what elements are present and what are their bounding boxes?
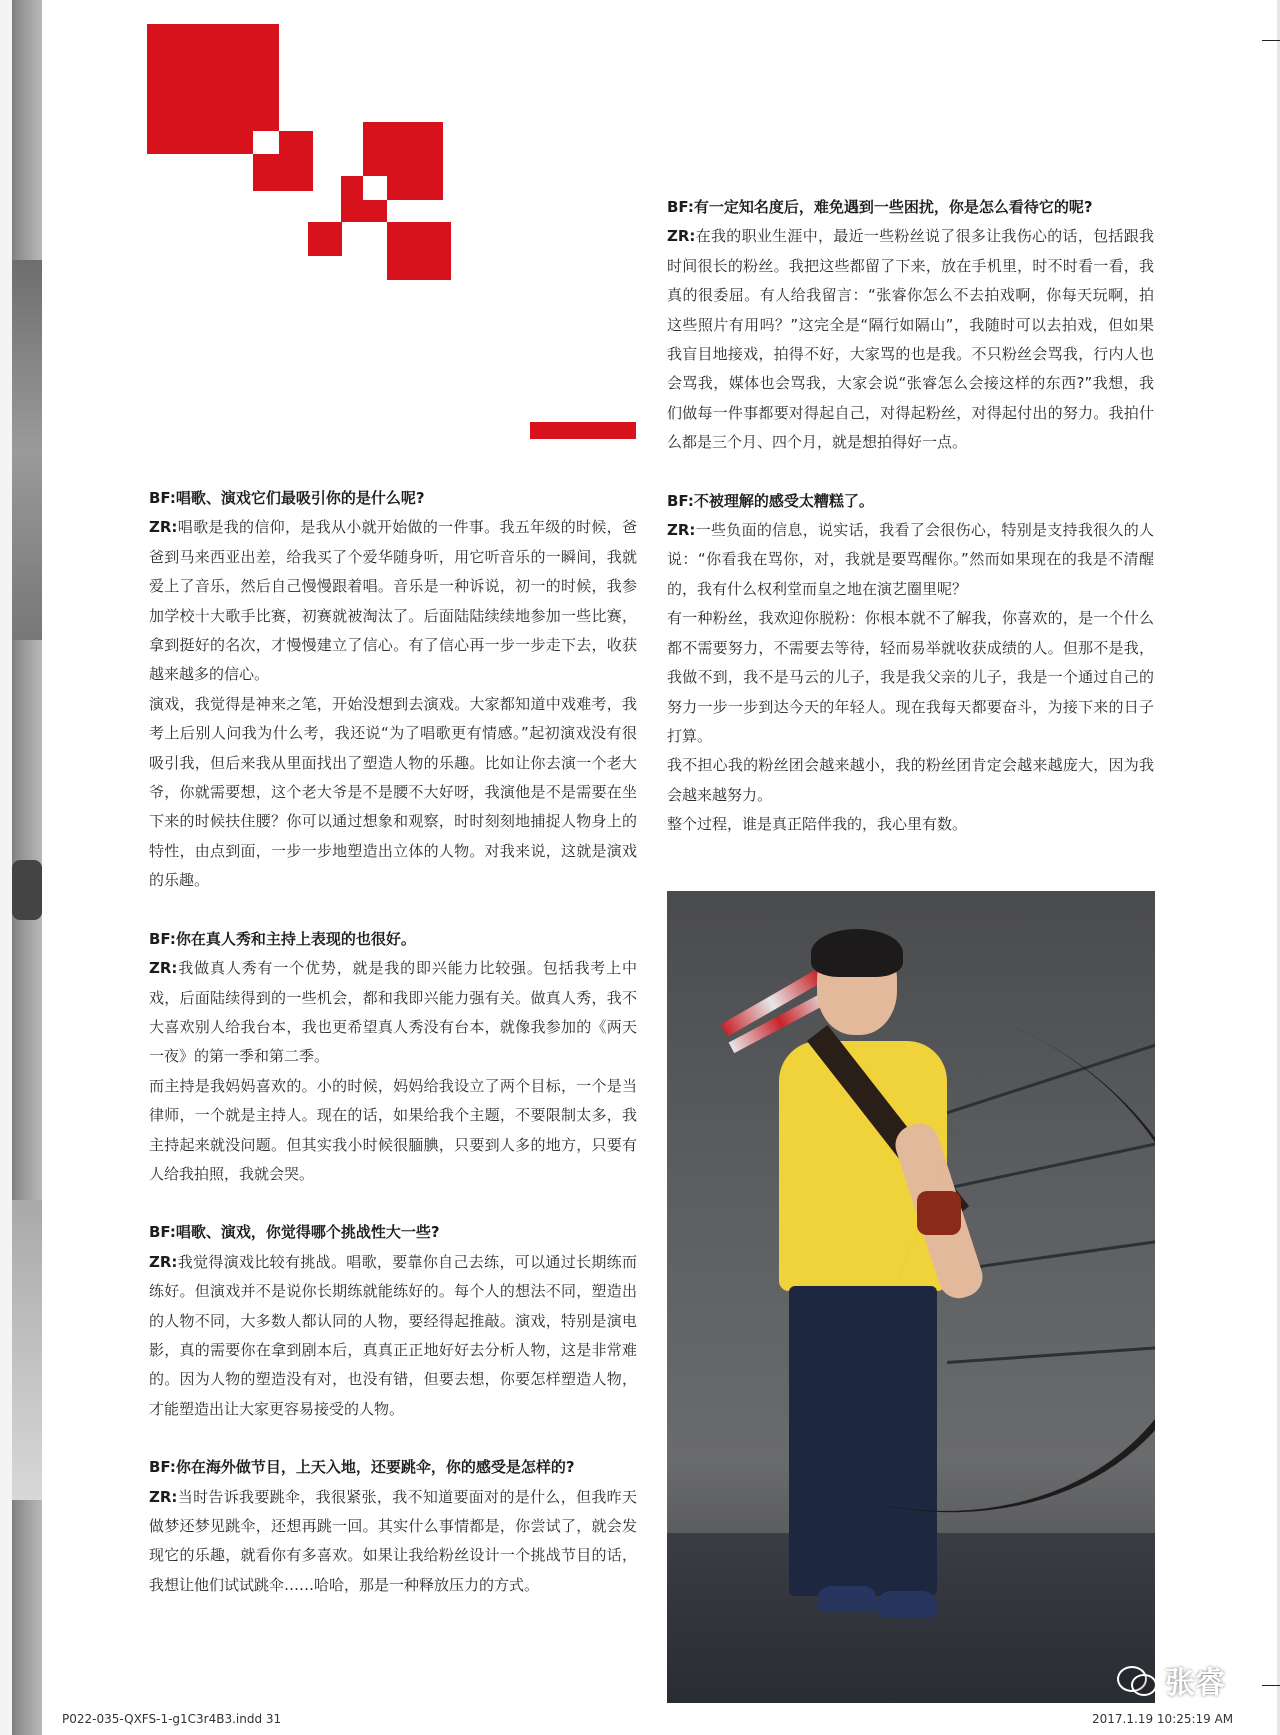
answer [667,222,1154,457]
question: BF:你在真人秀和主持上表现的也很好。 [149,929,416,948]
answer [149,954,637,1072]
answer-label: ZR: [149,959,178,978]
answer-text: 我做真人秀有一个优势，就是我的即兴能力比较强。包括我考上中戏，后面陆续得到的一些机会，都和我即兴能力强有关。做真人秀，我不大喜欢别人给我台本，我也更希望真人秀没有台本，就像我参加的《两天一夜》的第一季和第二季。 [149,959,637,1066]
wechat-watermark [1117,1658,1225,1702]
left-photo-edge [0,0,42,1735]
wechat-icon [1117,1664,1157,1696]
crop-mark [1262,1685,1280,1686]
question: BF:唱歌、演戏它们最吸引你的是什么呢? [149,489,425,507]
qa-section [149,1453,637,1600]
answer [149,513,637,689]
paragraph: 整个过程，谁是真正陪伴我的，我心里有数。 [667,815,968,834]
question: BF:唱歌、演戏，你觉得哪个挑战性大一些? [149,1223,440,1242]
right-column [667,193,1154,840]
paragraph: 而主持是我妈妈喜欢的。小的时候，妈妈给我设立了两个目标，一个是当律师，一个就是主持人。现在的话，如果给我个主题，不要限制太多，我主持起来就没问题。但其实我小时候很腼腆，只要到人多的地方，只要有人给我拍照，我就会哭。 [149,1076,637,1183]
answer [149,1248,637,1424]
crop-mark [1262,40,1280,41]
question: BF:你在海外做节目，上天入地，还要跳伞，你的感受是怎样的? [149,1458,575,1477]
paragraph: 有一种粉丝，我欢迎你脱粉：你根本就不了解我，你喜欢的，是一个什么都不需要努力，不需要去等待，轻而易举就收获成绩的人。但那不是我，我做不到，我不是马云的儿子，我是我父亲的儿子，我是一个通过自己的努力一步一步到达今天的年轻人。现在我每天都要奋斗，为接下来的日子打算。 [667,609,1154,745]
watermark-text: 张睿 [1165,1666,1225,1701]
qa-section [149,925,637,1190]
paragraph: 我不担心我的粉丝团会越来越小，我的粉丝团肯定会越来越庞大，因为我会越来越努力。 [667,756,1154,804]
footer-file-label: P022-035-QXFS-1-g1C3r4B3.indd 31 [62,1712,282,1726]
qa-section [667,193,1154,458]
answer-text: 一些负面的信息，说实话，我看了会很伤心，特别是支持我很久的人说：“你看我在骂你，对，我就是要骂醒你。”然而如果现在的我是不清醒的，我有什么权利堂而皇之地在演艺圈里呢？ [667,521,1154,598]
qa-section [667,487,1154,840]
left-column [149,484,637,1600]
qa-section [149,484,637,896]
footer-timestamp: 2017.1.19 10:25:19 AM [1092,1712,1234,1726]
answer-label: ZR: [149,1487,178,1506]
answer-text: 在我的职业生涯中，最近一些粉丝说了很多让我伤心的话，包括跟我时间很长的粉丝。我把这些都留了下来，放在手机里，时不时看一看，我真的很委屈。有人给我留言：“张睿你怎么不去拍戏啊，你每天玩啊，拍这些照片有用吗？”这完全是“隔行如隔山”，我随时可以去拍戏，但如果我盲目地接戏，拍得不好，大家骂的也是我。不只粉丝会骂我，行内人也会骂我，媒体也会骂我，大家会说“张睿怎么会接这样的东西?”我想，我们做每一件事都要对得起自己，对得起粉丝，对得起付出的努力。我拍什么都是三个月、四个月，就是想拍得好一点。 [667,227,1154,452]
question: BF:有一定知名度后，难免遇到一些困扰，你是怎么看待它的呢? [667,198,1093,216]
answer-label: ZR: [667,227,696,246]
answer-text: 当时告诉我要跳伞，我很紧张，我不知道要面对的是什么，但我昨天做梦还梦见跳伞，还想再跳一回。其实什么事情都是，你尝试了，就会发现它的乐趣，就看你有多喜欢。如果让我给粉丝设计一个挑战节目的话，我想让他们试试跳伞……哈哈，那是一种释放压力的方式。 [149,1487,637,1594]
answer-text: 我觉得演戏比较有挑战。唱歌，要靠你自己去练，可以通过长期练而练好。但演戏并不是说你长期练就能练好的。每个人的想法不同，塑造出的人物不同，大多数人都认同的人物，要经得起推敲。演戏，特别是演电影，真的需要你在拿到剧本后，真真正正地好好去分析人物，这是非常难的。因为人物的塑造没有对，也没有错，但要去想，你要怎样塑造人物，才能塑造出让大家更容易接受的人物。 [149,1252,637,1418]
answer [149,1483,637,1601]
archer-photo [667,891,1155,1703]
answer [667,516,1154,604]
answer-text: 唱歌是我的信仰，是我从小就开始做的一件事。我五年级的时候，爸爸到马来西亚出差，给我买了个爱华随身听，用它听音乐的一瞬间，我就爱上了音乐，然后自己慢慢跟着唱。音乐是一种诉说，初一的时候，我参加学校十大歌手比赛，初赛就被淘汰了。后面陆陆续续地参加一些比赛，拿到挺好的名次，才慢慢建立了信心。有了信心再一步一步走下去，收获越来越多的信心。 [149,518,637,684]
question: BF:不被理解的感受太糟糕了。 [667,491,874,510]
answer-label: ZR: [149,1252,178,1271]
answer-label: ZR: [149,518,178,537]
paragraph: 演戏，我觉得是神来之笔，开始没想到去演戏。大家都知道中戏难考，我考上后别人问我为什么考，我还说“为了唱歌更有情感。”起初演戏没有很吸引我，但后来我从里面找出了塑造人物的乐趣。比如让你去演一个老大爷，你就需要想，这个老大爷是不是腰不大好呀，我演他是不是需要在坐下来的时候扶住腰？你可以通过想象和观察，时时刻刻地捕捉人物身上的特性，由点到面，一步一步地塑造出立体的人物。对我来说，这就是演戏的乐趣。 [149,694,637,890]
qa-section [149,1218,637,1424]
answer-label: ZR: [667,521,696,540]
